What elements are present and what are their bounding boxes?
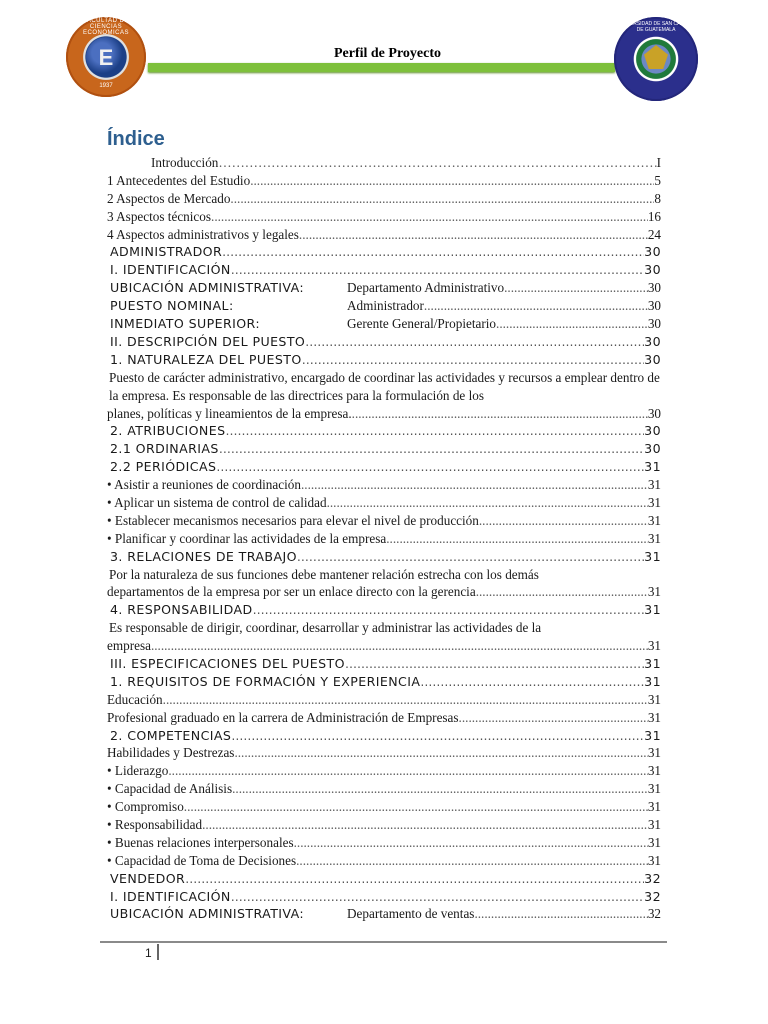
faculty-logo: [66, 17, 146, 97]
toc-entry[interactable]: planes, políticas y lineamientos de la empresa. ..... 30: [107, 405, 661, 423]
toc-entry[interactable]: UBICACIÓN ADMINISTRATIVA: Departamento Administrativo ..... 30: [107, 279, 661, 297]
toc-entry[interactable]: I. IDENTIFICACIÓN ..... 32: [107, 888, 661, 906]
toc-entry[interactable]: 2 Aspectos de Mercado ..... 8: [107, 190, 661, 208]
header-title: Perfil de Proyecto: [333, 46, 441, 61]
toc-entry[interactable]: 2. COMPETENCIAS ..... 31: [107, 727, 661, 745]
toc-entry[interactable]: 4. RESPONSABILIDAD ..... 31: [107, 601, 661, 619]
toc-entry[interactable]: 3 Aspectos técnicos ..... 16: [107, 208, 661, 226]
toc-entry[interactable]: Educación ..... 31: [107, 691, 661, 709]
toc-entry[interactable]: 1. REQUISITOS DE FORMACIÓN Y EXPERIENCIA ..... 31: [107, 673, 661, 691]
toc-entry[interactable]: 3. RELACIONES DE TRABAJO ..... 31: [107, 548, 661, 566]
toc-paragraph-entry[interactable]: Por la naturaleza de sus funciones debe mantener relación estrecha con los demás: [109, 566, 539, 582]
header-green-bar: [148, 63, 615, 72]
toc-paragraph-entry[interactable]: Puesto de carácter administrativo, encargado de coordinar las actividades y recursos a emplear dentro de la empresa. Es responsable de las directrices para la formulación de los: [109, 369, 660, 403]
toc-entry[interactable]: INMEDIATO SUPERIOR: Gerente General/Propietario ..... 30: [107, 315, 661, 333]
table-of-contents: [107, 154, 661, 923]
toc-entry[interactable]: • Capacidad de Toma de Decisiones ..... 31: [107, 852, 661, 870]
toc-entry[interactable]: PUESTO NOMINAL: Administrador ..... 30: [107, 297, 661, 315]
toc-entry[interactable]: III. ESPECIFICACIONES DEL PUESTO ..... 31: [107, 655, 661, 673]
page-number: 1: [145, 946, 152, 960]
page-number-divider: [157, 944, 159, 960]
toc-entry[interactable]: • Planificar y coordinar las actividades de la empresa ..... 31: [107, 530, 661, 548]
toc-entry[interactable]: 2. ATRIBUCIONES ..... 30: [107, 422, 661, 440]
toc-paragraph-entry[interactable]: Es responsable de dirigir, coordinar, desarrollar y administrar las actividades de la: [109, 620, 542, 636]
toc-entry[interactable]: VENDEDOR ..... 32: [107, 870, 661, 888]
university-seal-emblem-icon: [644, 45, 668, 69]
toc-entry[interactable]: • Establecer mecanismos necesarios para elevar el nivel de producción ..... 31: [107, 512, 661, 530]
toc-entry[interactable]: ADMINISTRADOR ..... 30: [107, 243, 661, 261]
toc-entry[interactable]: Introducción ………………………………………………………………………………………………………………… I: [107, 154, 661, 172]
toc-entry[interactable]: • Capacidad de Análisis ..... 31: [107, 780, 661, 798]
toc-entry[interactable]: • Responsabilidad ..... 31: [107, 816, 661, 834]
toc-entry[interactable]: UBICACIÓN ADMINISTRATIVA: Departamento de ventas ..... 32: [107, 905, 661, 923]
toc-entry[interactable]: departamentos de la empresa por ser un enlace directo con la gerencia ..... 31: [107, 583, 661, 601]
toc-entry[interactable]: 4 Aspectos administrativos y legales ..... 24: [107, 226, 661, 244]
footer-divider: [100, 941, 667, 943]
university-seal-logo: [614, 17, 698, 101]
toc-entry[interactable]: Profesional graduado en la carrera de Administración de Empresas ..... 31: [107, 709, 661, 727]
toc-entry[interactable]: • Liderazgo ..... 31: [107, 762, 661, 780]
toc-entry[interactable]: Habilidades y Destrezas ..... 31: [107, 744, 661, 762]
toc-entry[interactable]: • Asistir a reuniones de coordinación ..... 31: [107, 476, 661, 494]
university-seal-ring-text: UNIVERSIDAD DE SAN CARLOS DE GUATEMALA: [617, 21, 695, 33]
toc-entry[interactable]: • Buenas relaciones interpersonales ..... 31: [107, 834, 661, 852]
faculty-logo-year: 1937: [99, 83, 113, 89]
toc-entry[interactable]: 2.2 PERIÓDICAS ..... 31: [107, 458, 661, 476]
faculty-logo-initial: E: [98, 45, 114, 70]
toc-entry[interactable]: 1. NATURALEZA DEL PUESTO ..... 30: [107, 351, 661, 369]
toc-entry[interactable]: • Compromiso ..... 31: [107, 798, 661, 816]
faculty-logo-ring-text: FACULTAD DE CIENCIAS ECONOMICAS: [82, 18, 129, 36]
toc-entry[interactable]: 2.1 ORDINARIAS ..... 30: [107, 440, 661, 458]
toc-entry[interactable]: empresa ..... 31: [107, 637, 661, 655]
toc-entry[interactable]: I. IDENTIFICACIÓN ..... 30: [107, 261, 661, 279]
faculty-logo-emblem: [86, 37, 126, 77]
index-title: Índice: [107, 128, 165, 150]
toc-entry[interactable]: • Aplicar un sistema de control de calidad ..... 31: [107, 494, 661, 512]
toc-entry[interactable]: 1 Antecedentes del Estudio ..... 5: [107, 172, 661, 190]
toc-entry[interactable]: II. DESCRIPCIÓN DEL PUESTO ..... 30: [107, 333, 661, 351]
